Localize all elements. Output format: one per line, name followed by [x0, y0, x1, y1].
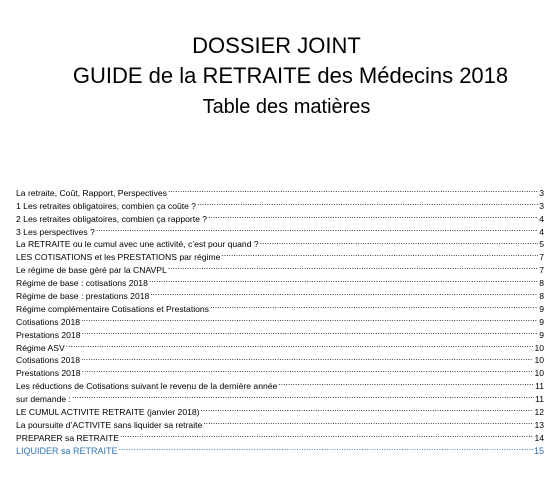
toc-entry-title: 3 Les perspectives ?: [16, 226, 95, 237]
toc-entry-title: Prestations 2018: [16, 368, 81, 379]
toc-entry-page-number: 15: [533, 445, 544, 456]
toc-entry[interactable]: [16, 363, 544, 379]
toc-leader-dots: [277, 376, 534, 389]
toc-entry-page-number: 8: [539, 291, 544, 302]
toc-entry-title: Régime de base : prestations 2018: [16, 291, 150, 302]
toc-entry-page-number: 12: [534, 407, 544, 418]
toc-leader-dots: [200, 402, 534, 415]
toc-leader-dots: [80, 351, 533, 364]
toc-leader-dots: [167, 260, 538, 273]
toc-entry[interactable]: [16, 389, 544, 405]
toc-leader-dots: [95, 222, 538, 235]
toc-entry[interactable]: [16, 183, 544, 196]
toc-leader-dots: [259, 235, 539, 248]
toc-leader-dots: [167, 183, 538, 196]
toc-leader-dots: [196, 196, 538, 209]
toc-leader-dots: [148, 273, 538, 286]
toc-entry-page-number: 5: [539, 239, 544, 250]
toc-entry-page-number: 8: [539, 278, 544, 289]
toc-entry[interactable]: [16, 222, 544, 235]
toc-entry[interactable]: [16, 325, 544, 338]
toc-entry-title: Les réductions de Cotisations suivant le revenu de la dernière année: [16, 381, 278, 392]
toc-leader-dots: [207, 209, 538, 222]
toc-entry-page-number: 4: [539, 213, 544, 224]
toc-entry-title: Cotisations 2018: [16, 355, 81, 366]
toc-entry-title: Régime complémentaire Cotisations et Prestations: [16, 303, 209, 314]
toc-entry-page-number: 13: [534, 419, 544, 430]
toc-leader-dots: [202, 415, 533, 428]
toc-entry-title: PREPARER sa RETRAITE: [16, 432, 119, 443]
toc-entry[interactable]: [16, 376, 544, 392]
toc-entry-page-number: 7: [539, 252, 544, 263]
toc-entry-title: Régime de base : cotisations 2018: [16, 278, 148, 289]
toc-entry-page-number: 11: [535, 381, 544, 392]
toc-leader-dots: [119, 428, 533, 441]
toc-entry-page-number: 14: [534, 432, 544, 443]
toc-entry-page-number: 9: [539, 329, 544, 340]
toc-leader-dots: [209, 299, 538, 312]
document-title-line2: GUIDE de la RETRAITE des Médecins 2018: [72, 63, 509, 88]
toc-entry-title: Le régime de base géré par la CNAVPL: [16, 265, 167, 276]
toc-entry-page-number: 3: [539, 187, 544, 198]
toc-leader-dots: [81, 363, 534, 376]
toc-entry-title: Prestations 2018: [16, 329, 81, 340]
toc-leader-dots: [81, 325, 539, 338]
toc-leader-dots: [65, 338, 534, 351]
toc-leader-dots: [71, 389, 534, 402]
toc-entry-page-number: 9: [539, 303, 544, 314]
table-of-contents: [16, 183, 544, 454]
toc-entry-page-number: 7: [539, 265, 544, 276]
toc-entry[interactable]: [16, 312, 544, 325]
toc-leader-dots: [118, 441, 533, 454]
table-of-contents-heading: Table des matières: [202, 96, 371, 118]
toc-entry-title: 1 Les retraites obligatoires, combien ça coûte ?: [16, 200, 197, 211]
toc-entry-title: La retraite, Coût, Rapport, Perspectives: [16, 187, 167, 198]
toc-leader-dots: [80, 312, 538, 325]
toc-entry-title: LES COTISATIONS et les PRESTATIONS par régime: [16, 252, 221, 263]
toc-entry-title: La RETRAITE ou le cumul avec une activité, c’est pour quand ?: [16, 239, 259, 250]
toc-entry[interactable]: [16, 402, 544, 418]
toc-entry-title: sur demande :: [16, 394, 71, 405]
toc-entry-title: Régime ASV: [16, 342, 65, 353]
toc-entry[interactable]: [16, 351, 544, 364]
toc-entry-page-number: 10: [534, 368, 544, 379]
toc-entry-page-number: 4: [539, 226, 544, 237]
document-title-line1: DOSSIER JOINT: [192, 33, 361, 58]
toc-entry[interactable]: [16, 235, 544, 248]
toc-entry-title: La poursuite d’ACTIVITE sans liquider sa retraite: [16, 419, 203, 430]
toc-entry-page-number: 3: [539, 200, 544, 211]
toc-entry-title: LIQUIDER sa RETRAITE: [16, 445, 118, 456]
toc-leader-dots: [220, 247, 538, 260]
toc-entry[interactable]: [16, 338, 544, 351]
toc-leader-dots: [149, 286, 538, 299]
toc-entry-title: LE CUMUL ACTIVITE RETRAITE (janvier 2018): [16, 407, 200, 418]
toc-entry-page-number: 10: [534, 355, 544, 366]
toc-entry-page-number: 10: [534, 342, 544, 353]
toc-entry-title: 2 Les retraites obligatoires, combien ça rapporte ?: [16, 213, 208, 224]
toc-entry-page-number: 9: [539, 316, 544, 327]
toc-entry-title: Cotisations 2018: [16, 316, 81, 327]
toc-entry-page-number: 11: [535, 394, 544, 405]
